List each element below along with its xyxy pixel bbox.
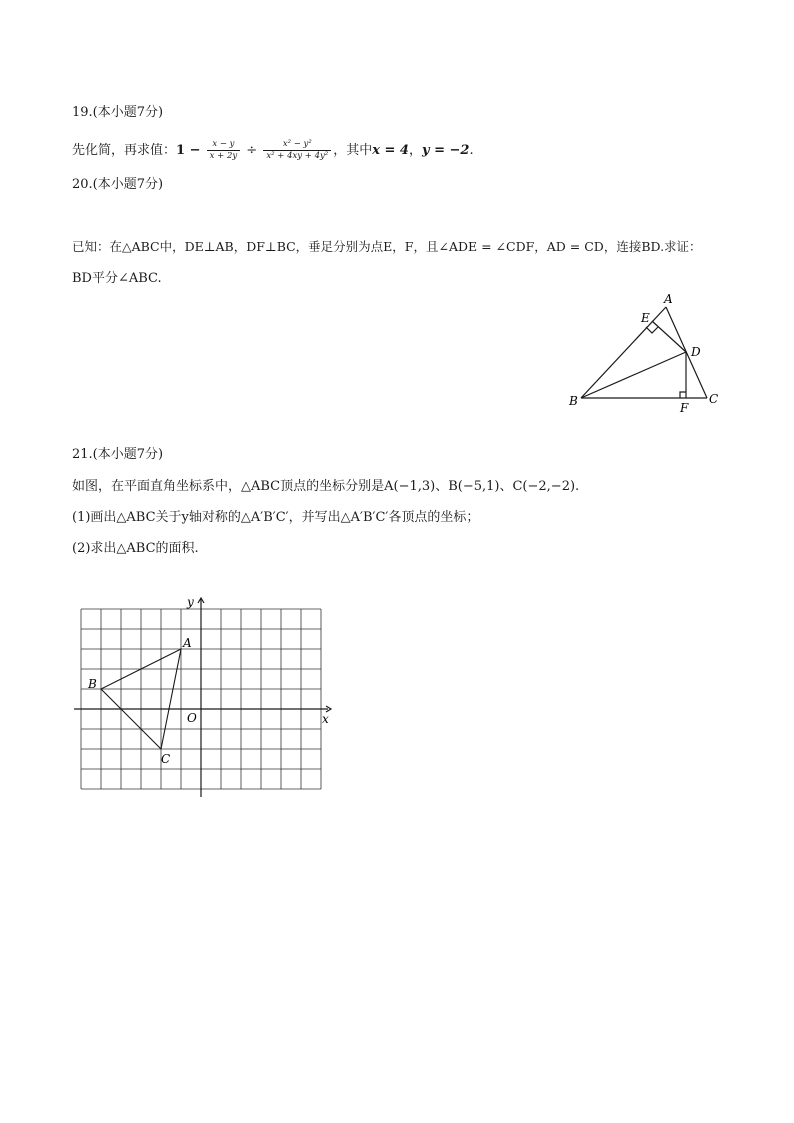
q19-lead: 先化简，再求值： [72, 143, 177, 158]
q19-problem [72, 139, 474, 162]
label-origin: O [187, 711, 197, 725]
q19-where: ，其中 [333, 143, 373, 158]
q21-heading: 21.(本小题7分) [72, 447, 164, 462]
right-angle-mark-f [680, 392, 686, 398]
q19-frac2-denominator: x² + 4xy + 4y² [266, 151, 329, 161]
q19-frac1-numerator: x − y [207, 139, 241, 151]
q19-x-value: x = 4 [372, 143, 409, 158]
q19-heading: 19.(本小题7分) [72, 105, 164, 120]
q21-line1: 如图，在平面直角坐标系中，△ABC顶点的坐标分别是A(−1,3)、B(−5,1)、C(−2,−2). [72, 479, 580, 494]
label-c: C [709, 392, 719, 406]
label-e: E [641, 311, 650, 325]
q19-frac1-denominator: x + 2y [209, 151, 238, 161]
q20-triangle-figure [560, 288, 740, 418]
q19-divide-sign: ÷ [246, 143, 258, 158]
q20-heading: 20.(本小题7分) [72, 177, 164, 192]
label-x-axis: x [322, 712, 329, 726]
q19-end: . [469, 143, 474, 158]
right-angle-mark-e [646, 327, 658, 333]
segment-bd [581, 352, 686, 398]
label-y-axis: y [187, 595, 194, 609]
q21-line2: (1)画出△ABC关于y轴对称的△A′B′C′，并写出△A′B′C′各顶点的坐标； [72, 510, 480, 525]
segment-de [652, 321, 686, 352]
side-ab [581, 307, 666, 398]
q21-line3: (2)求出△ABC的面积. [72, 541, 199, 556]
q19-one-minus: 1 − [176, 143, 201, 158]
label-f: F [680, 401, 689, 415]
label-b: B [88, 677, 97, 691]
q19-fraction-2 [263, 139, 331, 162]
q19-frac2-numerator: x² − y² [263, 139, 331, 151]
label-c: C [161, 752, 171, 766]
q20-line2: BD平分∠ABC. [72, 271, 162, 286]
q21-coordinate-grid [70, 592, 340, 802]
q19-separator: ， [408, 143, 422, 158]
label-a: A [183, 636, 192, 650]
q19-fraction-1 [207, 139, 241, 162]
q20-line1: 已知：在△ABC中，DE⊥AB，DF⊥BC，垂足分别为点E，F，且∠ADE = ∠CDF，AD = CD，连接BD.求证： [72, 239, 702, 254]
label-d: D [691, 345, 701, 359]
label-a: A [664, 292, 673, 306]
label-b: B [569, 394, 578, 408]
q19-y-value: y = −2 [422, 143, 470, 158]
